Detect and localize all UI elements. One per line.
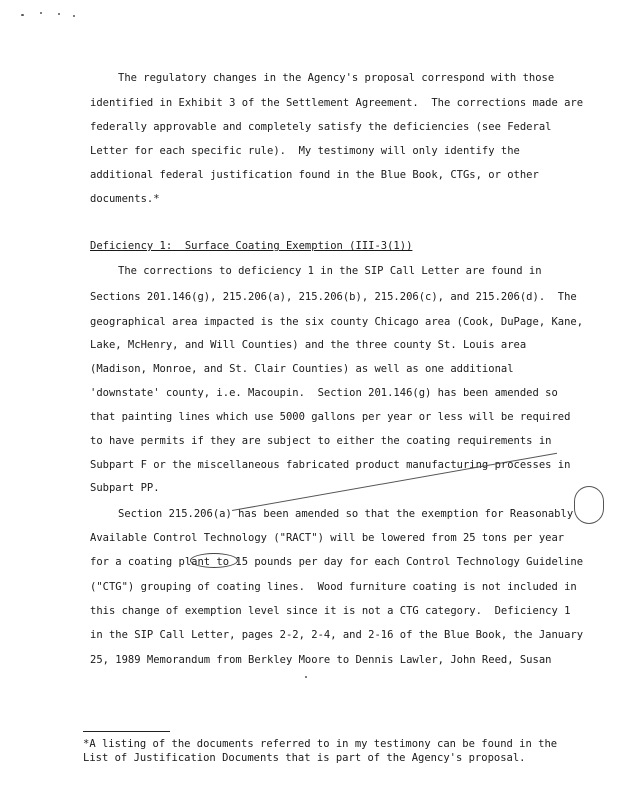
paragraph-2-line: Subpart PP.	[90, 482, 160, 494]
paragraph-3-line: this change of exemption level since it is not a CTG category. Deficiency 1	[90, 605, 571, 617]
paragraph-2-line: (Madison, Monroe, and St. Clair Counties) as well as one additional	[90, 363, 514, 375]
section-heading: Deficiency 1: Surface Coating Exemption (III-3(1))	[90, 240, 413, 252]
paragraph-2-line: The corrections to deficiency 1 in the SIP Call Letter are found in	[118, 265, 542, 277]
paragraph-2-line: that painting lines which use 5000 gallons per year or less will be required	[90, 411, 571, 423]
paragraph-1-line: Letter for each specific rule). My testimony will only identify the	[90, 145, 520, 157]
handwritten-circle-mark	[190, 553, 238, 568]
scan-speck	[58, 13, 60, 15]
paragraph-2-line: Lake, McHenry, and Will Counties) and the three county St. Louis area	[90, 339, 527, 351]
paragraph-1-line: The regulatory changes in the Agency's proposal correspond with those	[118, 72, 555, 84]
paragraph-1-line: federally approvable and completely satisfy the deficiencies (see Federal	[90, 121, 552, 133]
scan-speck	[305, 676, 307, 678]
paragraph-1-line: documents.*	[90, 193, 160, 205]
paragraph-3-line: for a coating plant to 15 pounds per day for each Control Technology Guideline	[90, 556, 584, 568]
scan-speck	[73, 15, 75, 17]
paragraph-3-line: 25, 1989 Memorandum from Berkley Moore to Dennis Lawler, John Reed, Susan	[90, 654, 552, 666]
scan-speck	[21, 14, 24, 16]
paragraph-2-line: to have permits if they are subject to either the coating requirements in	[90, 435, 552, 447]
footnote-divider	[83, 731, 170, 732]
paragraph-2-line: Subpart F or the miscellaneous fabricated product manufacturing processes in	[90, 459, 571, 471]
footnote-line: *A listing of the documents referred to in my testimony can be found in the	[83, 738, 558, 750]
paragraph-3-line: in the SIP Call Letter, pages 2-2, 2-4, and 2-16 of the Blue Book, the January	[90, 629, 584, 641]
paragraph-3-line: Available Control Technology ("RACT") will be lowered from 25 tons per year	[90, 532, 565, 544]
paragraph-3-line: ("CTG") grouping of coating lines. Wood furniture coating is not included in	[90, 581, 577, 593]
paragraph-1-line: additional federal justification found in the Blue Book, CTGs, or other	[90, 169, 539, 181]
paragraph-2-line: 'downstate' county, i.e. Macoupin. Section 201.146(g) has been amended so	[90, 387, 558, 399]
paragraph-3-line: Section 215.206(a) has been amended so that the exemption for Reasonably	[118, 508, 574, 520]
handwritten-margin-note	[574, 486, 604, 524]
paragraph-2-line: geographical area impacted is the six county Chicago area (Cook, DuPage, Kane,	[90, 316, 584, 328]
paragraph-2-line: Sections 201.146(g), 215.206(a), 215.206(b), 215.206(c), and 215.206(d). The	[90, 291, 577, 303]
footnote-line: List of Justification Documents that is part of the Agency's proposal.	[83, 752, 526, 764]
scan-speck	[40, 12, 42, 14]
paragraph-1-line: identified in Exhibit 3 of the Settlement Agreement. The corrections made are	[90, 97, 584, 109]
